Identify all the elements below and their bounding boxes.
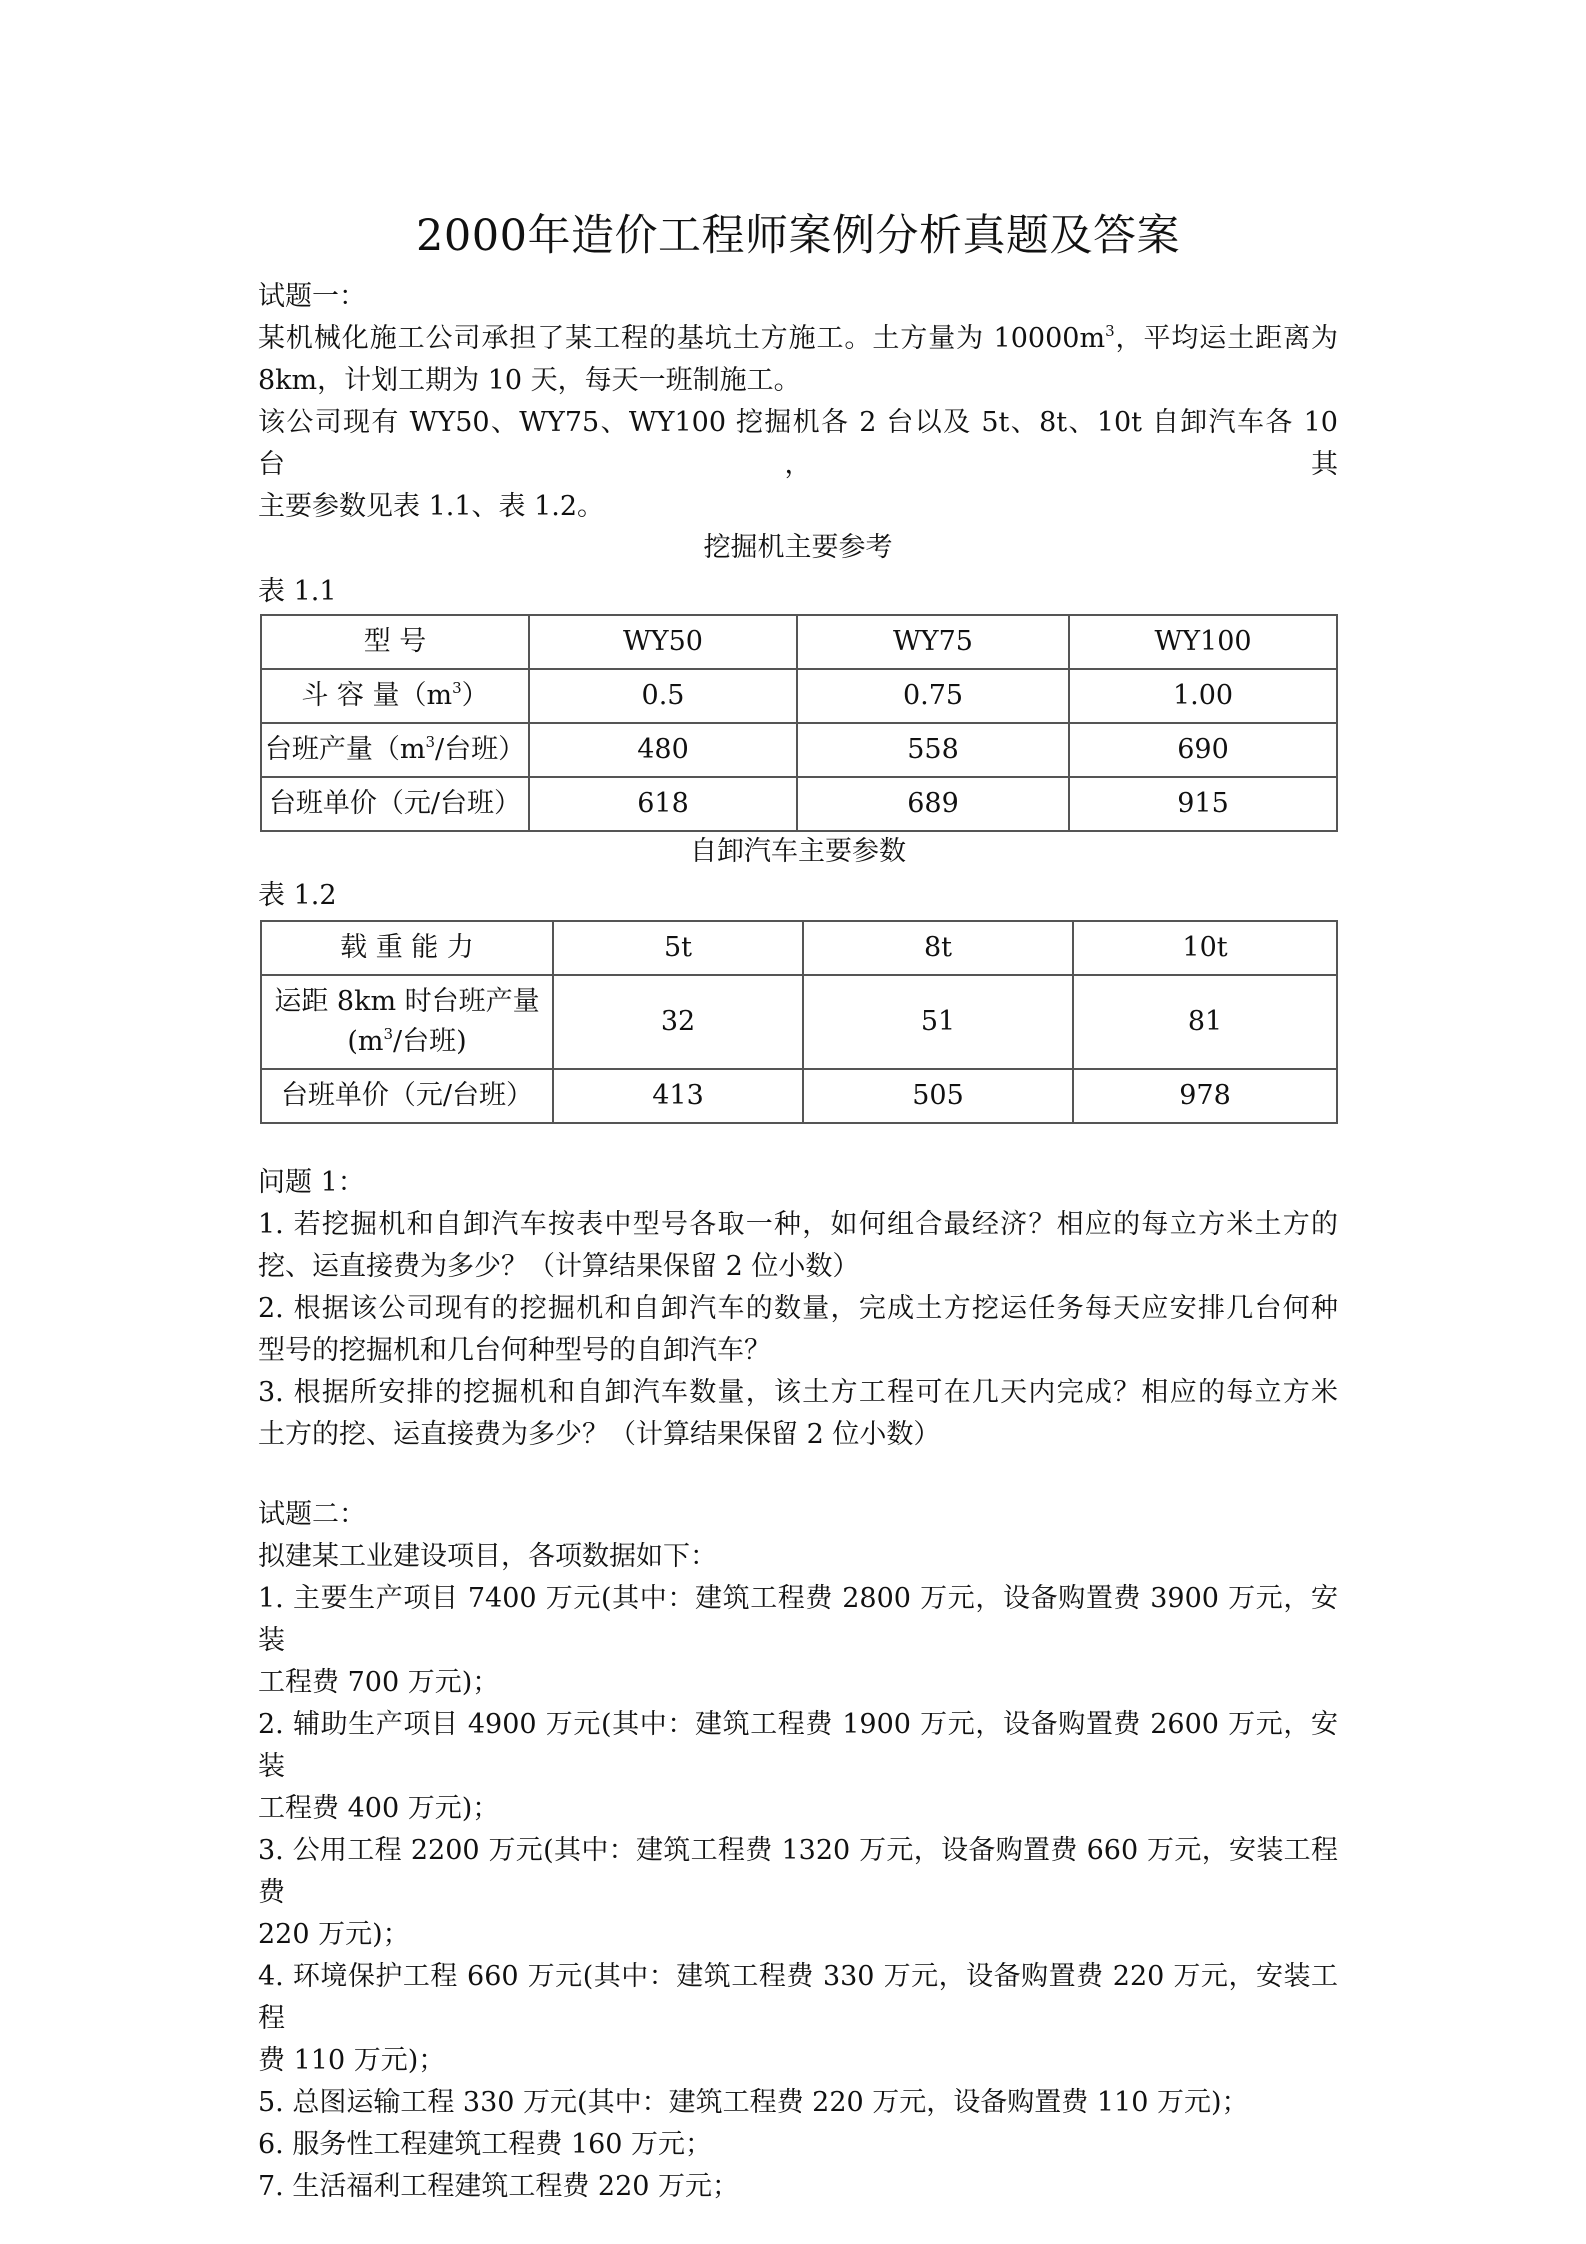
table-cell: 0.75 bbox=[797, 669, 1069, 723]
table-header-cell: WY100 bbox=[1069, 615, 1337, 669]
table-header-row bbox=[261, 615, 1337, 669]
q1-intro-line-3: 该公司现有 WY50、WY75、WY100 挖掘机各 2 台以及 5t、8t、10t 自卸汽车各 10 台，其 bbox=[258, 407, 1338, 480]
label-text: (m bbox=[347, 1026, 384, 1057]
superscript: 3 bbox=[452, 679, 462, 697]
q2-item-1-line-2: 工程费 700 万元)； bbox=[258, 1667, 500, 1698]
table-cell: 690 bbox=[1069, 723, 1337, 777]
q2-item-3-line-2: 220 万元)； bbox=[258, 1919, 410, 1950]
q2-heading: 试题二： bbox=[258, 1499, 366, 1530]
excavator-table bbox=[260, 614, 1338, 832]
table-header-cell: WY50 bbox=[529, 615, 797, 669]
table-cell: 32 bbox=[553, 975, 803, 1069]
table-cell: 978 bbox=[1073, 1069, 1337, 1123]
table-cell: 1.00 bbox=[1069, 669, 1337, 723]
table-row bbox=[261, 669, 1337, 723]
table1-label: 表 1.1 bbox=[258, 576, 337, 607]
q2-item-2-line-1: 2. 辅助生产项目 4900 万元(其中：建筑工程费 1900 万元，设备购置费 2600 万元，安装 bbox=[258, 1709, 1338, 1782]
q2-intro: 拟建某工业建设项目，各项数据如下： bbox=[258, 1541, 717, 1572]
q2-item-4-line-2: 费 110 万元)； bbox=[258, 2045, 446, 2076]
superscript: 3 bbox=[1105, 322, 1115, 340]
table2-label: 表 1.2 bbox=[258, 880, 337, 911]
label-text: /台班） bbox=[435, 734, 526, 765]
table-row-label: 台班单价（元/台班） bbox=[261, 777, 529, 831]
table-cell: 413 bbox=[553, 1069, 803, 1123]
label-text: 斗 容 量（m bbox=[301, 680, 453, 711]
table-cell: 480 bbox=[529, 723, 797, 777]
q2-item-7: 7. 生活福利工程建筑工程费 220 万元； bbox=[258, 2171, 740, 2202]
dump-truck-table bbox=[260, 920, 1338, 1124]
q1-intro-text: 某机械化施工公司承担了某工程的基坑土方施工。土方量为 10000m bbox=[258, 323, 1106, 354]
table-header-cell: WY75 bbox=[797, 615, 1069, 669]
table-row bbox=[261, 777, 1337, 831]
question-1-line-1: 1. 若挖掘机和自卸汽车按表中型号各取一种，如何组合最经济？相应的每立方米土方的 bbox=[258, 1209, 1338, 1240]
q2-section bbox=[258, 1494, 1338, 2208]
q1-intro-text: ，平均运土距离为 bbox=[1114, 323, 1339, 354]
table-row bbox=[261, 975, 1337, 1069]
table2-caption: 自卸汽车主要参数 bbox=[690, 836, 906, 867]
q2-item-6: 6. 服务性工程建筑工程费 160 万元； bbox=[258, 2129, 713, 2160]
table-cell: 558 bbox=[797, 723, 1069, 777]
superscript: 3 bbox=[425, 733, 436, 751]
q2-item-1-line-1: 1. 主要生产项目 7400 万元(其中：建筑工程费 2800 万元，设备购置费 3900 万元，安装 bbox=[258, 1583, 1338, 1656]
label-text: 台班产量（m bbox=[264, 734, 426, 765]
table-cell: 505 bbox=[803, 1069, 1073, 1123]
question-3-line-2: 土方的挖、运直接费为多少？（计算结果保留 2 位小数） bbox=[258, 1419, 941, 1450]
q1-questions bbox=[258, 1162, 1338, 1456]
table-row-label bbox=[261, 975, 553, 1069]
document-title: 2000年造价工程师案例分析真题及答案 bbox=[416, 211, 1180, 261]
table-row bbox=[261, 1069, 1337, 1123]
q2-item-4-line-1: 4. 环境保护工程 660 万元(其中：建筑工程费 330 万元，设备购置费 220 万元，安装工程 bbox=[258, 1961, 1338, 2034]
label-text: 运距 8km 时台班产量 bbox=[274, 986, 540, 1017]
table-header-cell: 型 号 bbox=[261, 615, 529, 669]
table-row-label: 台班单价（元/台班） bbox=[261, 1069, 553, 1123]
label-text: /台班) bbox=[393, 1026, 467, 1057]
q1-section bbox=[258, 276, 1338, 528]
table-cell: 81 bbox=[1073, 975, 1337, 1069]
questions-heading: 问题 1： bbox=[258, 1167, 365, 1198]
q2-item-3-line-1: 3. 公用工程 2200 万元(其中：建筑工程费 1320 万元，设备购置费 660 万元，安装工程费 bbox=[258, 1835, 1338, 1908]
question-1-line-2: 挖、运直接费为多少？（计算结果保留 2 位小数） bbox=[258, 1251, 860, 1282]
table-cell: 689 bbox=[797, 777, 1069, 831]
label-text: ） bbox=[461, 680, 489, 711]
q1-heading: 试题一： bbox=[258, 281, 366, 312]
table1-caption: 挖掘机主要参考 bbox=[703, 532, 893, 563]
q2-item-2-line-2: 工程费 400 万元)； bbox=[258, 1793, 500, 1824]
table-row-label bbox=[261, 669, 529, 723]
question-2-line-1: 2. 根据该公司现有的挖掘机和自卸汽车的数量，完成土方挖运任务每天应安排几台何种 bbox=[258, 1293, 1338, 1324]
table-header-cell: 10t bbox=[1073, 921, 1337, 975]
question-3-line-1: 3. 根据所安排的挖掘机和自卸汽车数量，该土方工程可在几天内完成？相应的每立方米 bbox=[258, 1377, 1338, 1408]
table-header-cell: 载 重 能 力 bbox=[261, 921, 553, 975]
q1-intro-line-4: 主要参数见表 1.1、表 1.2。 bbox=[258, 491, 605, 522]
table-cell: 618 bbox=[529, 777, 797, 831]
table-cell: 0.5 bbox=[529, 669, 797, 723]
q1-intro-line-1 bbox=[258, 318, 1338, 360]
table-cell: 51 bbox=[803, 975, 1073, 1069]
q2-item-5: 5. 总图运输工程 330 万元(其中：建筑工程费 220 万元，设备购置费 110 万元)； bbox=[258, 2087, 1249, 2118]
table-header-row bbox=[261, 921, 1337, 975]
superscript: 3 bbox=[383, 1025, 394, 1043]
table-cell: 915 bbox=[1069, 777, 1337, 831]
table-header-cell: 5t bbox=[553, 921, 803, 975]
q1-intro-line-2: 8km，计划工期为 10 天，每天一班制施工。 bbox=[258, 365, 801, 396]
table-header-cell: 8t bbox=[803, 921, 1073, 975]
question-2-line-2: 型号的挖掘机和几台何种型号的自卸汽车？ bbox=[258, 1335, 771, 1366]
table-row-label bbox=[261, 723, 529, 777]
table-row bbox=[261, 723, 1337, 777]
